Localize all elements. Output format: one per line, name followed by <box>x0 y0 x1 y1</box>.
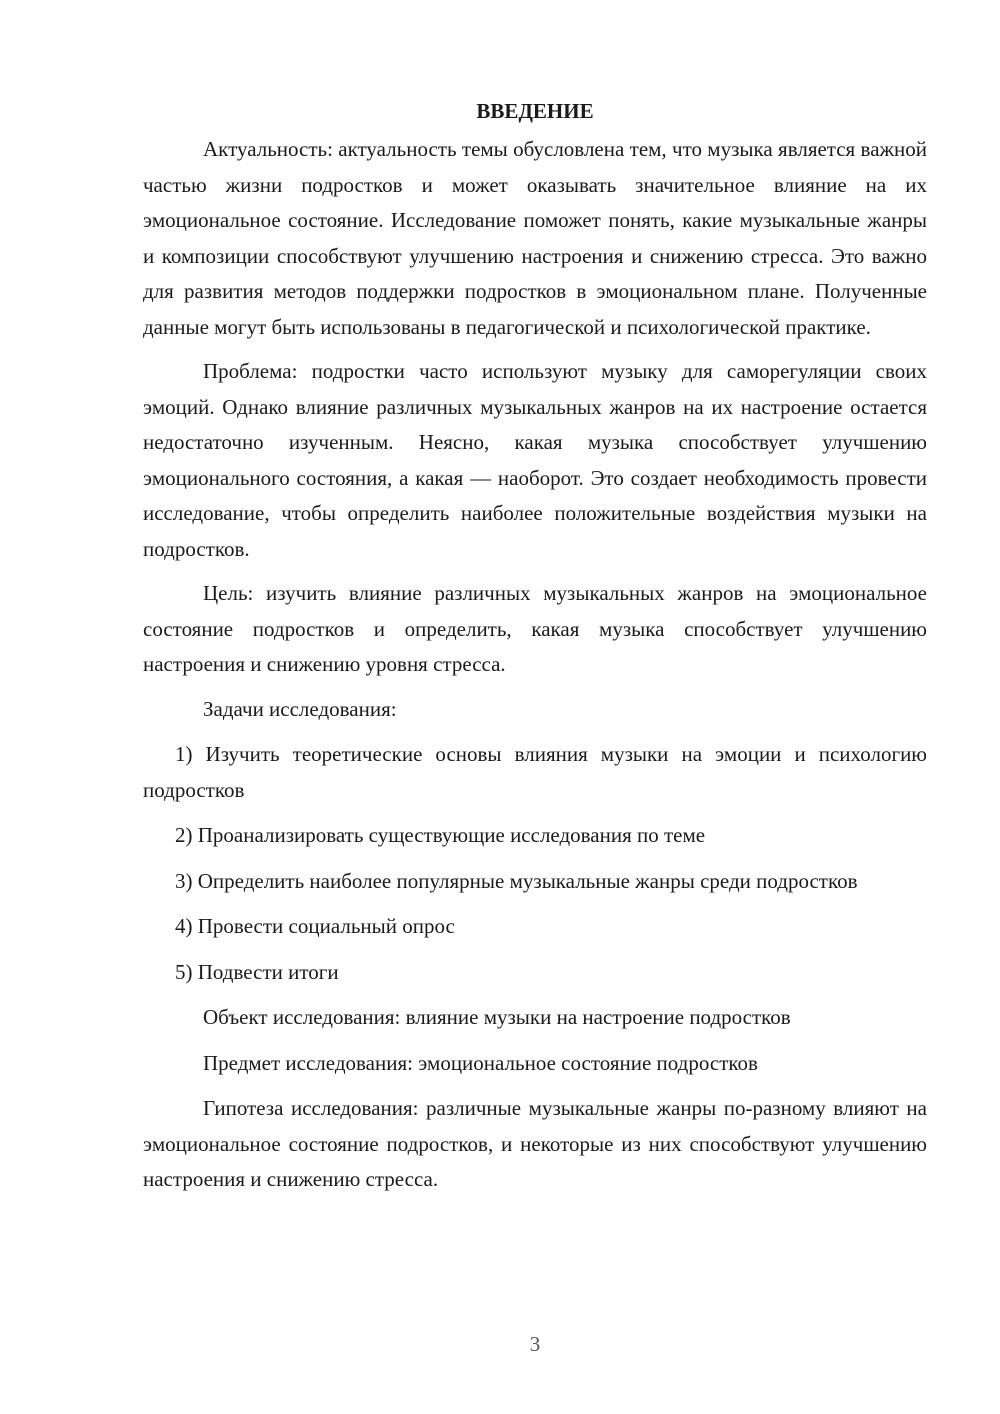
goal-paragraph: Цель: изучить влияние различных музыкальных жанров на эмоциональное состояние подростков и определить, какая музыка способствует улучшению настроения и снижению уровня стресса. <box>143 581 927 676</box>
section-heading: ВВЕДЕНИЕ <box>476 99 594 123</box>
task-item: 2) Проанализировать существующие исследования по теме <box>175 823 706 847</box>
task-item: 5) Подвести итоги <box>175 959 339 984</box>
relevance-paragraph: Актуальность: актуальность темы обусловлена тем, что музыка является важной частью жизни подростков и может оказывать значительное влияние на их эмоциональное состояние. Исследование поможет понять, какие музыкальные жанры и композиции способствуют улучшению настроения и снижению стресса. Это важно для развития методов поддержки подростков в эмоциональном плане. Полученные данные могут быть использованы в педагогической и психологической практике. <box>143 137 927 339</box>
page-number: 3 <box>529 1332 541 1356</box>
task-item: 3) Определить наиболее популярные музыкальные жанры среди подростков <box>175 868 858 893</box>
problem-paragraph: Проблема: подростки часто используют музыку для саморегуляции своих эмоций. Однако влияние различных музыкальных жанров на их настроение остается недостаточно изученным. Неясно, какая музыка способствует улучшению эмоционального состояния, а какая — наоборот. Это создает необходимость провести исследование, чтобы определить наиболее положительные воздействия музыки на подростков. <box>143 359 927 561</box>
page-content <box>143 94 927 1207</box>
subject-paragraph: Предмет исследования: эмоциональное состояние подростков <box>203 1050 758 1075</box>
task-item: 1) Изучить теоретические основы влияния музыки на эмоции и психологию подростков <box>143 742 927 802</box>
tasks-title: Задачи исследования: <box>203 696 397 721</box>
object-paragraph: Объект исследования: влияние музыки на настроение подростков <box>203 1005 791 1029</box>
task-item: 4) Провести социальный опрос <box>175 914 455 938</box>
hypothesis-paragraph: Гипотеза исследования: различные музыкальные жанры по-разному влияют на эмоциональное состояние подростков, и некоторые из них способствуют улучшению настроения и снижению стресса. <box>143 1096 927 1191</box>
